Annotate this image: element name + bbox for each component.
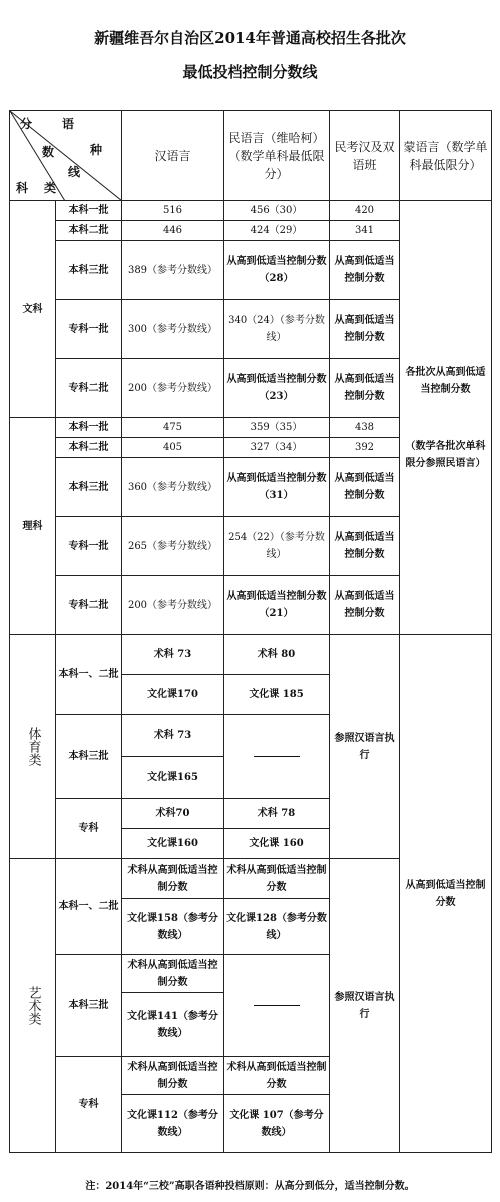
minkao-score: 从高到低适当控制分数 — [330, 576, 400, 635]
han-score: 360（参考分数线） — [122, 458, 224, 517]
header-han: 汉语言 — [122, 111, 224, 201]
han-score: 文化课141（参考分数线） — [122, 993, 224, 1057]
diag-lei: 类 — [44, 181, 57, 195]
diag-ke: 科 — [16, 181, 29, 195]
header-minkao: 民考汉及双语班 — [330, 111, 400, 201]
min-score: 254（22）（参考分数线） — [224, 517, 330, 576]
min-score: 424（29） — [224, 221, 330, 241]
han-score: 265（参考分数线） — [122, 517, 224, 576]
min-score: 从高到低适当控制分数（23） — [224, 359, 330, 418]
batch-label: 本科一、二批 — [56, 859, 122, 955]
han-score: 术科从高到低适当控制分数 — [122, 1057, 224, 1095]
han-score: 516 — [122, 201, 224, 221]
min-score-empty — [224, 955, 330, 1057]
han-score: 术科 73 — [122, 715, 224, 757]
diagonal-header-cell — [10, 111, 122, 201]
batch-label: 本科三批 — [56, 715, 122, 799]
minkao-score: 从高到低适当控制分数 — [330, 359, 400, 418]
table-row — [10, 635, 492, 675]
diag-yu: 语 — [62, 117, 75, 131]
han-score: 200（参考分数线） — [122, 359, 224, 418]
diag-fen: 分 — [20, 117, 33, 131]
han-score: 文化课158（参考分数线） — [122, 899, 224, 955]
min-score: 从高到低适当控制分数（21） — [224, 576, 330, 635]
header-min: 民语言（维哈柯）（数学单科最低限分） — [224, 111, 330, 201]
han-score: 文化课160 — [122, 829, 224, 859]
minkao-score: 从高到低适当控制分数 — [330, 300, 400, 359]
meng-wenli-text: 各批次从高到低适当控制分数 — [405, 366, 486, 395]
title-line-1: 新疆维吾尔自治区2014年普通高校招生各批次 — [94, 29, 406, 47]
batch-label: 专科二批 — [56, 359, 122, 418]
han-score: 文化课165 — [122, 757, 224, 799]
han-score: 文化课112（参考分数线） — [122, 1095, 224, 1153]
batch-label: 本科一、二批 — [56, 635, 122, 715]
minkao-score: 420 — [330, 201, 400, 221]
batch-label: 本科一批 — [56, 418, 122, 438]
batch-label: 本科一批 — [56, 201, 122, 221]
han-score: 术科70 — [122, 799, 224, 829]
han-score: 475 — [122, 418, 224, 438]
min-score: 从高到低适当控制分数（31） — [224, 458, 330, 517]
batch-label: 专科一批 — [56, 300, 122, 359]
min-score-empty — [224, 715, 330, 799]
dash-line — [254, 756, 300, 757]
han-score: 300（参考分数线） — [122, 300, 224, 359]
diag-xian: 线 — [68, 165, 81, 179]
batch-label: 专科一批 — [56, 517, 122, 576]
minkao-score: 从高到低适当控制分数 — [330, 458, 400, 517]
han-score: 405 — [122, 438, 224, 458]
min-score: 340（24）（参考分数线） — [224, 300, 330, 359]
meng-wenli-cell — [400, 201, 492, 635]
han-score: 术科从高到低适当控制分数 — [122, 859, 224, 899]
min-score: 456（30） — [224, 201, 330, 221]
minkao-score: 392 — [330, 438, 400, 458]
footnote: 注：2014年“三校”高职各语种投档原则：从高分到低分，适当控制分数。 — [85, 1181, 415, 1192]
category-tiyu: 体育类 — [10, 635, 56, 859]
minkao-score: 从高到低适当控制分数 — [330, 517, 400, 576]
min-score: 术科 80 — [224, 635, 330, 675]
minkao-score: 341 — [330, 221, 400, 241]
batch-label: 专科 — [56, 1057, 122, 1153]
min-score: 文化课128（参考分数线） — [224, 899, 330, 955]
diag-shu: 数 — [42, 145, 55, 159]
batch-label: 本科二批 — [56, 438, 122, 458]
diag-zhong: 种 — [90, 143, 103, 157]
minkao-score: 438 — [330, 418, 400, 438]
category-like: 理科 — [10, 418, 56, 635]
min-score: 术科从高到低适当控制分数 — [224, 1057, 330, 1095]
min-score: 359（35） — [224, 418, 330, 438]
meng-tiyi-cell: 从高到低适当控制分数 — [400, 635, 492, 1153]
han-score: 术科从高到低适当控制分数 — [122, 955, 224, 993]
min-score: 术科从高到低适当控制分数 — [224, 859, 330, 899]
batch-label: 专科二批 — [56, 576, 122, 635]
batch-label: 本科三批 — [56, 241, 122, 300]
min-score: 文化课 185 — [224, 675, 330, 715]
yishu-minkao: 参照汉语言执行 — [330, 859, 400, 1153]
minkao-score: 从高到低适当控制分数 — [330, 241, 400, 300]
batch-label: 本科三批 — [56, 458, 122, 517]
min-score: 327（34） — [224, 438, 330, 458]
han-score: 术科 73 — [122, 635, 224, 675]
batch-label: 专科 — [56, 799, 122, 859]
category-yishu: 艺术类 — [10, 859, 56, 1153]
tiyu-minkao: 参照汉语言执行 — [330, 635, 400, 859]
batch-label: 本科三批 — [56, 955, 122, 1057]
header-meng: 蒙语言（数学单科最低限分） — [400, 111, 492, 201]
header-row — [10, 111, 492, 201]
min-score: 文化课 160 — [224, 829, 330, 859]
han-score: 文化课170 — [122, 675, 224, 715]
dash-line — [254, 1005, 300, 1006]
han-score: 389（参考分数线） — [122, 241, 224, 300]
batch-label: 本科二批 — [56, 221, 122, 241]
han-score: 446 — [122, 221, 224, 241]
min-score: 文化课 107（参考分数线） — [224, 1095, 330, 1153]
meng-wenli-note: （数学各批次单科限分参照民语言） — [405, 440, 486, 469]
category-wenke: 文科 — [10, 201, 56, 418]
han-score: 200（参考分数线） — [122, 576, 224, 635]
min-score: 从高到低适当控制分数（28） — [224, 241, 330, 300]
table-row — [10, 201, 492, 221]
title-line-2: 最低投档控制分数线 — [182, 63, 318, 81]
score-table — [9, 110, 492, 1153]
min-score: 术科 78 — [224, 799, 330, 829]
